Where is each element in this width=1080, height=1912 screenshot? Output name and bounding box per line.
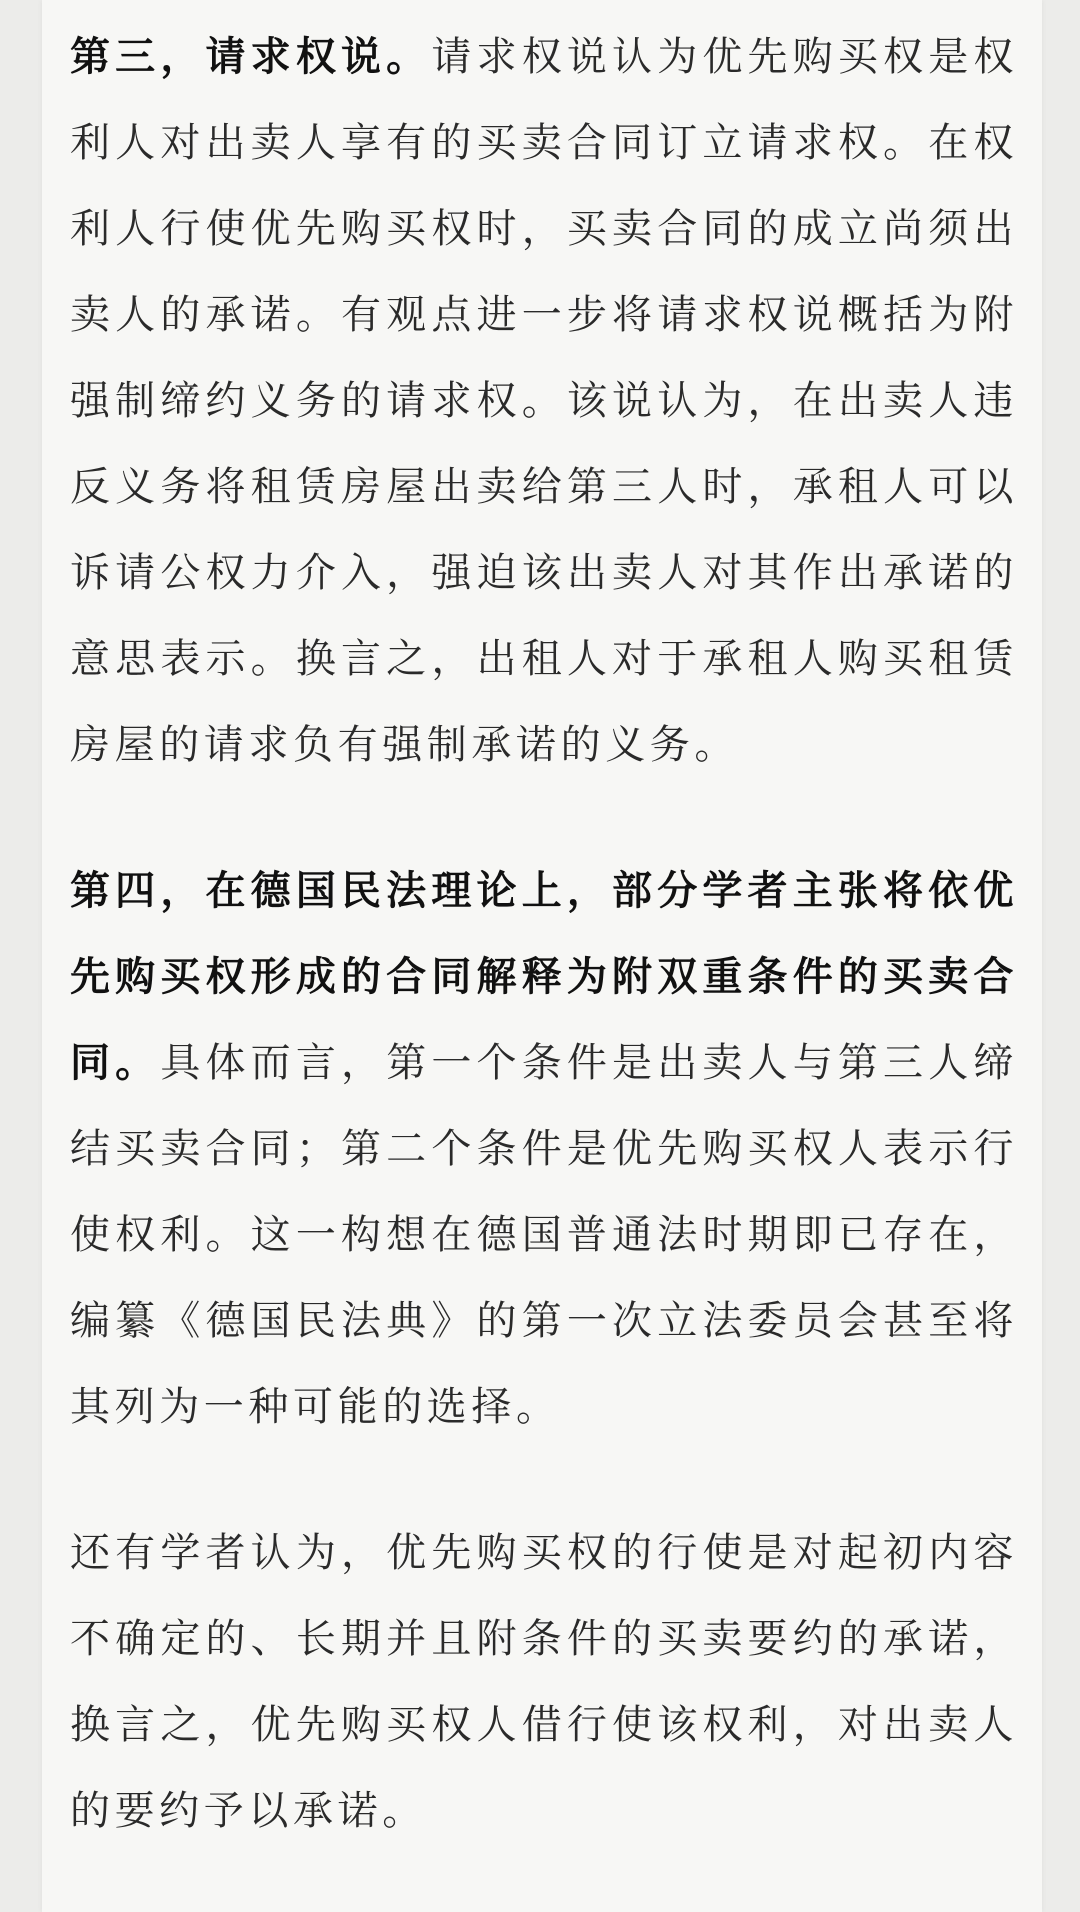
paragraph-offer-acceptance-theory bbox=[70, 1510, 1018, 1854]
paragraph-text: 具体而言，第一个条件是出卖人与第三人缔结买卖合同；第二个条件是优先购买权人表示行使权利。这一构想在德国普通法时期即已存在，编纂《德国民法典》的第一次立法委员会甚至将其列为一种可能的选择。 bbox=[70, 1040, 1018, 1430]
paragraph-heading: 第四，在德国民法理论上，部分学者主张将依优先购买权形成的合同解释为附双重条件的买卖合同。 bbox=[70, 868, 1018, 1086]
article-body bbox=[70, 14, 1018, 1854]
paragraph-request-right-theory bbox=[70, 14, 1018, 788]
paragraph-text: 请求权说认为优先购买权是权利人对出卖人享有的买卖合同订立请求权。在权利人行使优先购买权时，买卖合同的成立尚须出卖人的承诺。有观点进一步将请求权说概括为附强制缔约义务的请求权。该说认为，在出卖人违反义务将租赁房屋出卖给第三人时，承租人可以诉请公权力介入，强迫该出卖人对其作出承诺的意思表示。换言之，出租人对于承租人购买租赁房屋的请求负有强制承诺的义务。 bbox=[70, 34, 1018, 768]
paragraph-double-condition-theory bbox=[70, 848, 1018, 1450]
page bbox=[42, 0, 1042, 1912]
paragraph-text: 还有学者认为，优先购买权的行使是对起初内容不确定的、长期并且附条件的买卖要约的承诺，换言之，优先购买权人借行使该权利，对出卖人的要约予以承诺。 bbox=[70, 1530, 1018, 1834]
paragraph-heading: 第三，请求权说。 bbox=[70, 34, 432, 80]
